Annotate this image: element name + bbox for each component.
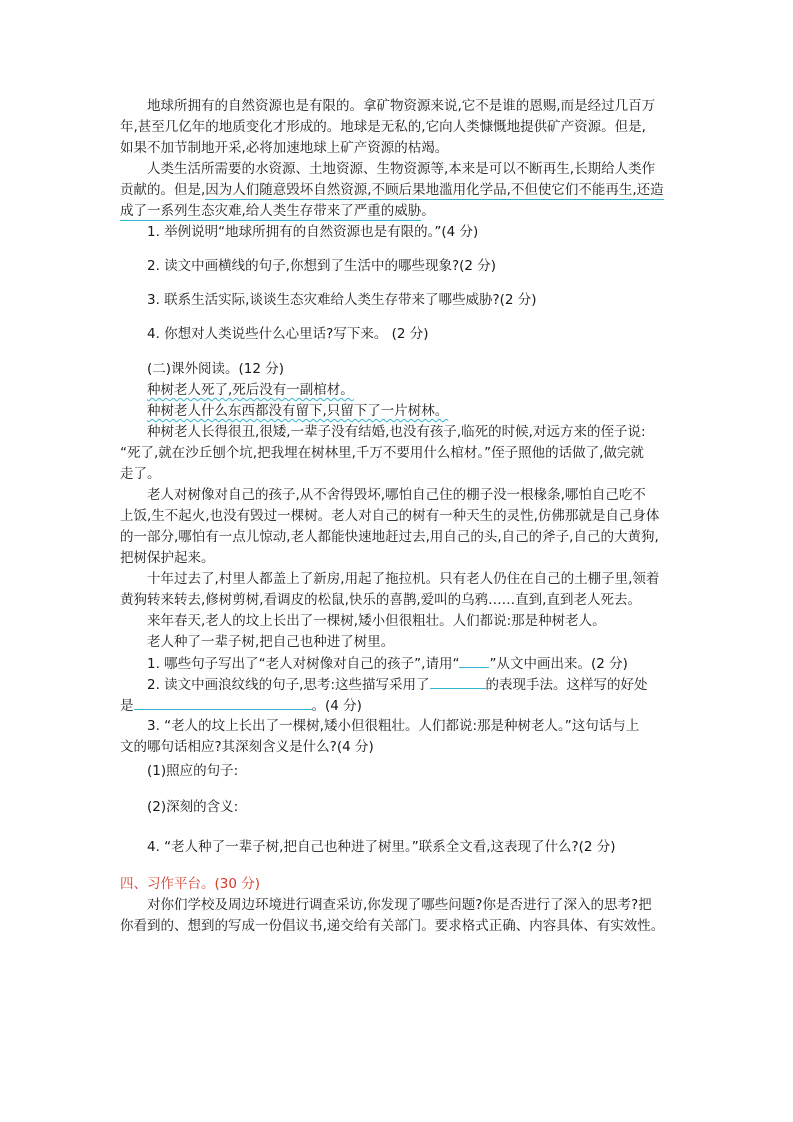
question-text: 的表现手法。这样写的好处 [485,677,648,693]
question-2-3: 3. “老人的坟上长出了一棵树,矮小但很粗壮。人们都说:那是种树老人。”这句话与上 [147,718,640,734]
story-line: 走了。 [120,466,161,482]
question-text: 。(4 分) [311,698,362,714]
question-2-4: 4. “老人种了一辈子树,把自己也种进了树里。”联系全文看,这表现了什么?(2 分) [147,839,616,855]
passage1-line [120,180,664,200]
passage1-line: 如果不加节制地开采,必将加速地球上矿产资源的枯竭。 [120,140,449,156]
wavy-sentence [147,401,448,421]
question-text: 2. 读文中画浪纹线的句子,思考:这些描写采用了 [147,677,430,693]
question-text: ”从文中画出来。(2 分) [489,656,628,672]
story-line: 十年过去了,村里人都盖上了新房,用起了拖拉机。只有老人仍住在自己的土棚子里,领着 [147,571,660,587]
section-heading: (二)课外阅读。(12 分) [147,361,285,377]
story-line: 来年春天,老人的坟上长出了一棵树,矮小但很粗壮。人们都说:那是种树老人。 [147,613,606,629]
underlined-sentence: 成了一系列生态灾难,给人类生存带来了严重的威胁 [120,203,422,219]
fill-blank[interactable] [134,695,312,710]
wavy-text: 种树老人什么东西都没有留下,只留下了一片树林。 [147,403,449,419]
story-line: 把树保护起来。 [120,550,215,566]
passage1-line: 人类生活所需要的水资源、土地资源、生物资源等,本来是可以不断再生,长期给人类作 [147,161,656,177]
wavy-sentence [147,380,354,400]
question-text: 是 [120,698,134,714]
underlined-sentence: 因为人们随意毁坏自然资源,不顾后果地滥用化学品,不但使它们不能再生,还造 [205,182,664,198]
question-2-3-sub2: (2)深刻的含义: [147,799,239,815]
question-2-2-cont [120,695,362,716]
passage1-line [120,201,435,221]
story-line: 的一部分,哪怕有一点儿惊动,老人都能快速地赶过去,用自己的头,自己的斧子,自己的大黄狗, [120,529,659,545]
question-3: 3. 联系生活实际,谈谈生态灾难给人类生存带来了哪些威胁?(2 分) [147,292,537,308]
question-1: 1. 举例说明“地球所拥有的自然资源也是有限的。”(4 分) [147,224,479,240]
passage1-line: 地球所拥有的自然资源也是有限的。拿矿物资源来说,它不是谁的恩赐,而是经过几百万 [147,98,656,114]
prompt-line: 对你们学校及周边环境进行调查采访,你发现了哪些问题?你是否进行了深入的思考?把 [147,897,652,913]
section-heading: 四、习作平台。(30 分) [120,876,261,892]
question-2-3-cont: 文的哪句话相应?其深刻含义是什么?(4 分) [120,739,374,755]
question-2-1 [147,653,628,674]
passage1-text: 。 [421,203,435,219]
passage1-text: 贡献的。但是, [120,182,206,198]
question-2-3-sub1: (1)照应的句子: [147,763,239,779]
fill-blank[interactable] [430,674,486,689]
wavy-text: 种树老人死了,死后没有一副棺材。 [147,382,354,398]
story-line: 上饭,生不起火,也没有毁过一棵树。老人对自己的树有一种天生的灵性,仿佛那就是自己身体 [120,508,660,524]
story-line: “死了,就在沙丘刨个坑,把我埋在树林里,千万不要用什么棺材。”侄子照他的话做了,做完就 [120,445,644,461]
story-line: 种树老人长得很丑,很矮,一辈子没有结婚,也没有孩子,临死的时候,对远方来的侄子说: [147,424,646,440]
question-text: 1. 哪些句子写出了“老人对树像对自己的孩子”,请用“ [147,656,460,672]
passage1-line: 年,甚至几亿年的地质变化才形成的。地球是无私的,它向人类慷慨地提供矿产资源。但是, [120,119,646,135]
story-line: 老人对树像对自己的孩子,从不舍得毁坏,哪怕自己住的棚子没一根椽条,哪怕自己吃不 [147,487,646,503]
prompt-line: 你看到的、想到的写成一份倡议书,递交给有关部门。要求格式正确、内容具体、有实效性。 [120,918,665,934]
question-2: 2. 读文中画横线的句子,你想到了生活中的哪些现象?(2 分) [147,258,497,274]
story-line: 黄狗转来转去,修树剪树,看调皮的松鼠,快乐的喜鹊,爱叫的乌鸦……直到,直到老人死去。 [120,592,641,608]
story-line: 老人种了一辈子树,把自己也种进了树里。 [147,634,395,650]
question-4: 4. 你想对人类说些什么心里话?写下来。 (2 分) [147,326,429,342]
fill-blank[interactable] [459,653,489,668]
question-2-2 [147,674,648,695]
